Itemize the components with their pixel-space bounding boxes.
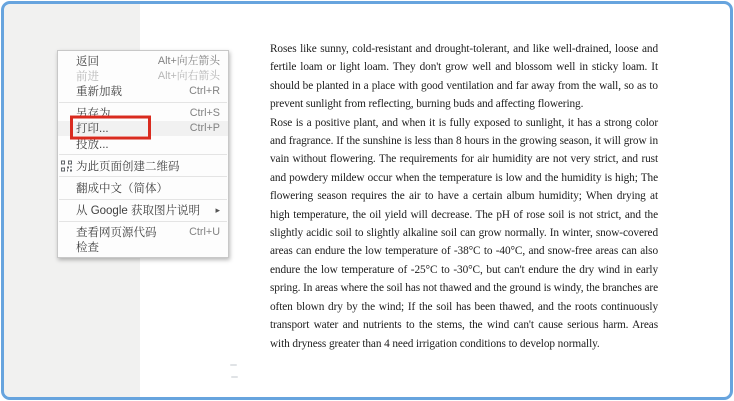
menu-item-inspect[interactable] xyxy=(58,240,228,255)
qr-code-icon xyxy=(61,160,72,171)
menu-shortcut: Ctrl+P xyxy=(189,122,220,135)
menu-item-label: 从 Google 获取图片说明 xyxy=(76,205,200,218)
menu-shortcut: Ctrl+S xyxy=(189,107,220,120)
menu-item-cast[interactable] xyxy=(58,136,228,151)
menu-item-save-as[interactable] xyxy=(58,106,228,121)
faint-artifact xyxy=(231,376,238,378)
menu-item-label: 查看网页源代码 xyxy=(76,227,157,240)
menu-shortcut: Ctrl+U xyxy=(189,226,220,239)
menu-item-label: 重新加载 xyxy=(76,85,122,98)
menu-item-back[interactable] xyxy=(58,53,228,68)
document-text xyxy=(270,40,658,353)
menu-separator xyxy=(59,102,227,103)
context-menu xyxy=(57,50,229,258)
menu-item-label: 前进 xyxy=(76,70,99,83)
submenu-arrow-icon: ▸ xyxy=(215,204,220,215)
menu-item-view-source[interactable] xyxy=(58,225,228,240)
menu-item-label: 投放... xyxy=(76,138,109,151)
paragraph: Rose is a positive plant, and when it is fully exposed to sunlight, it has a strong color and fragrance. If the sunshine is less than 8 hours in the growing season, it will grow in vain without flowering. The requirements for air humidity are not very strict, and rust and powdery mildew occur when the temperature is low and the humidity is high; The flowering season requires the air to have a certain album humidity; When drying at high temperature, the oil yield will decrease. The pH of rose soil is not strict, and the slightly acidic soil to slightly alkaline soil can grow normally. In winter, snow-covered areas can endure the low temperature of -38°C to -40°C, and snow-free areas can also endure the low temperature of -25°C to -30°C, but can't endure the dry wind in early spring. In areas where the soil has not thawed and the ground is windy, the branches are often blown dry by the wind; If the soil has been thawed, and the roots continuously transport water and nutrients to the stems, the wind can't cause serious harm. Areas with dryness greater than 4 need irrigation conditions to develop normally. xyxy=(270,116,658,350)
menu-shortcut: Alt+向右箭头 xyxy=(157,70,220,83)
menu-shortcut: Ctrl+R xyxy=(189,84,220,97)
menu-item-label: 翻成中文（简体） xyxy=(76,182,168,195)
menu-item-label: 打印... xyxy=(76,123,109,136)
menu-item-translate[interactable] xyxy=(58,180,228,195)
menu-item-label: 返回 xyxy=(76,55,99,68)
faint-artifact xyxy=(230,364,237,366)
menu-item-get-image-descriptions[interactable] xyxy=(58,203,228,218)
menu-separator xyxy=(59,221,227,222)
menu-item-forward xyxy=(58,68,228,83)
menu-item-reload[interactable] xyxy=(58,83,228,98)
menu-item-label: 检查 xyxy=(76,242,99,255)
menu-separator xyxy=(59,176,227,177)
menu-item-print[interactable] xyxy=(58,121,228,136)
menu-item-create-qr-code[interactable] xyxy=(58,158,228,173)
menu-separator xyxy=(59,154,227,155)
menu-shortcut: Alt+向左箭头 xyxy=(157,55,220,68)
menu-item-label: 另存为... xyxy=(76,108,121,121)
paragraph: Roses like sunny, cold-resistant and drought-tolerant, and like well-drained, loose and fertile loam or light loam. They don't grow well and blossom well in sticky loam. It should be planted in a place with good ventilation and far away from the wall, so as to prevent sunlight from reflecting, burning buds and affecting flowering. xyxy=(270,43,658,111)
menu-separator xyxy=(59,199,227,200)
menu-item-label: 为此页面创建二维码 xyxy=(76,160,180,173)
